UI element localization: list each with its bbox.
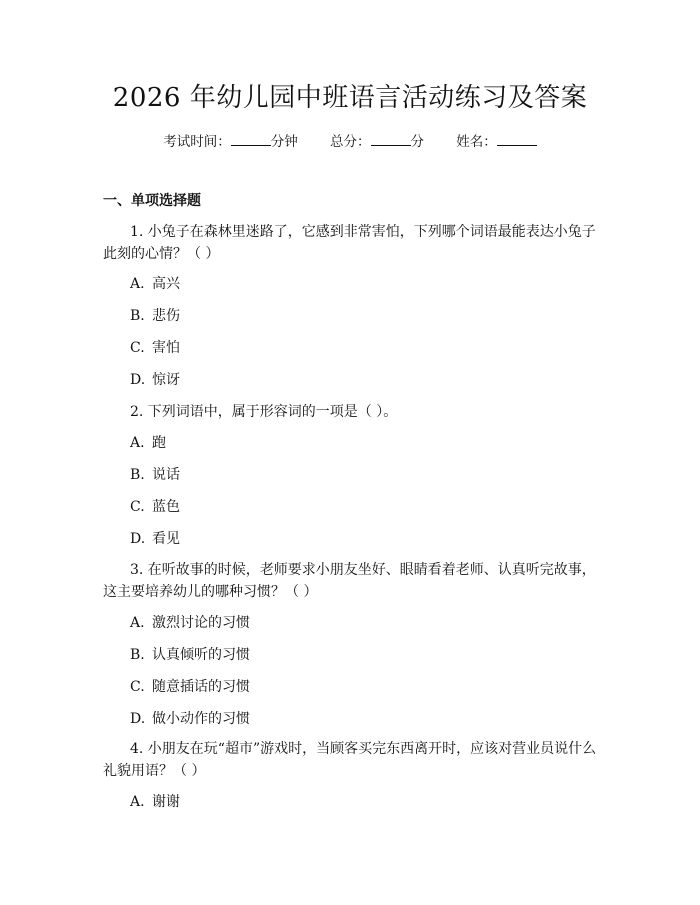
question-2-option-d (130, 529, 180, 549)
question-2-option-b (130, 465, 180, 485)
exam-time-field (163, 131, 298, 152)
option-text: 高兴 (152, 276, 180, 292)
question-2-stem: 2. 下列词语中，属于形容词的一项是（ ）。 (130, 404, 398, 420)
student-name-blank (497, 131, 537, 146)
option-text: 悲伤 (152, 308, 180, 324)
option-text: 看见 (152, 531, 180, 547)
question-3-option-b (130, 645, 250, 665)
option-letter: C. (130, 499, 145, 515)
option-text: 认真倾听的习惯 (152, 647, 250, 663)
question-2-option-a (130, 433, 166, 453)
total-score-label: 总分： (330, 134, 371, 150)
question-1-stem: 1. 小兔子在森林里迷路了，它感到非常害怕，下列哪个词语最能表达小兔子此刻的心情？（ ） (103, 224, 596, 262)
option-letter: A. (130, 615, 145, 631)
option-text: 随意插话的习惯 (152, 679, 250, 695)
question-3-option-c (130, 677, 250, 697)
option-text: 谢谢 (152, 794, 180, 810)
student-name-label: 姓名： (456, 134, 497, 150)
option-text: 害怕 (152, 340, 180, 356)
exam-info-line (0, 131, 700, 152)
question-4-stem: 4. 小朋友在玩“超市”游戏时，当顾客买完东西离开时，应该对营业员说什么礼貌用语？（ ） (103, 741, 597, 779)
exam-time-blank (231, 131, 271, 146)
option-text: 惊讶 (152, 372, 180, 388)
question-3-option-d (130, 709, 250, 729)
question-2-option-c (130, 497, 180, 517)
question-1-option-a (130, 274, 180, 294)
option-letter: A. (130, 435, 145, 451)
option-letter: D. (130, 531, 146, 547)
section-heading: 一、单项选择题 (103, 193, 201, 209)
exam-time-label: 考试时间： (163, 134, 231, 150)
option-text: 说话 (152, 467, 180, 483)
option-letter: C. (130, 340, 145, 356)
question-3-stem: 3. 在听故事的时候，老师要求小朋友坐好、眼睛看着老师、认真听完故事，这主要培养幼儿的哪种习惯？（ ） (103, 562, 596, 600)
total-score-unit: 分 (410, 134, 424, 150)
question-1-option-c (130, 338, 180, 358)
option-letter: A. (130, 794, 145, 810)
option-text: 蓝色 (152, 499, 180, 515)
total-score-field (330, 131, 424, 152)
document-title: 2026 年幼儿园中班语言活动练习及答案 (112, 83, 588, 113)
question-3-option-a (130, 613, 250, 633)
exam-time-unit: 分钟 (270, 134, 298, 150)
option-letter: D. (130, 711, 146, 727)
option-text: 激烈讨论的习惯 (152, 615, 250, 631)
question-4-option-a (130, 792, 180, 812)
option-letter: C. (130, 679, 145, 695)
option-text: 做小动作的习惯 (152, 711, 250, 727)
student-name-field (456, 131, 537, 152)
option-text: 跑 (152, 435, 166, 451)
question-1-option-b (130, 306, 180, 326)
option-letter: B. (130, 647, 145, 663)
option-letter: B. (130, 467, 145, 483)
total-score-blank (371, 131, 411, 146)
question-1-option-d (130, 370, 180, 390)
option-letter: D. (130, 372, 146, 388)
option-letter: B. (130, 308, 145, 324)
option-letter: A. (130, 276, 145, 292)
